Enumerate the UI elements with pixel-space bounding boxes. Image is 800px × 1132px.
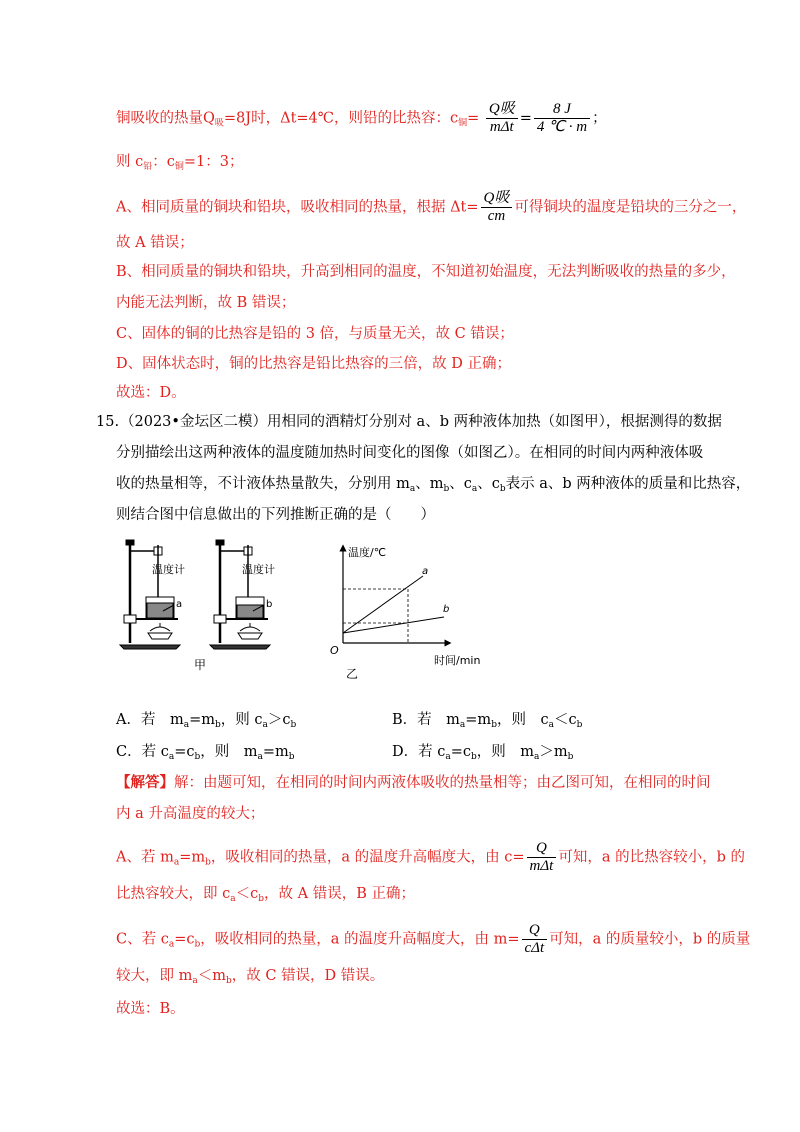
question-line1: （2023•金坛区二模）用相同的酒精灯分别对 a、b 两种液体加热（如图甲），根据测得的数据 (120, 414, 722, 430)
sol14-line1: 铜吸收的热量$Q_吸=8J$时，Δt=4℃，则铅的比热容：$c_铜=$ $\frac{\text{Q吸}}{\text{mΔt}}$ = $\frac{8 J}{4 ℃ \cdot m}$ ； (116, 101, 607, 135)
sol14-line8: D、固体状态时，铜的比热容是铅比热容的三倍，故 D 正确； (116, 356, 511, 372)
apparatus-b (210, 540, 273, 649)
sol15-line2: 内 a 升高温度的较大； (116, 806, 265, 822)
caption-yi: 乙 (346, 667, 359, 680)
line-a-label: a (422, 566, 429, 577)
liquid-a-label: a (176, 599, 183, 610)
question-line3: 收的热量相等，不计液体热量散失，分别用 $m_a$、$m_b$、$c_a$、$c_b$表示 a、b 两种液体的质量和比热容， (116, 476, 751, 494)
sol15-line5: C、若 $c_a=c_b$，吸收相同的热量，a 的温度升高幅度大，由 m= $\frac{Q}{\text{cΔt}}$ 可知，a 的质量较小，b 的质量 (116, 922, 751, 956)
x-axis-label: 时间/min (434, 654, 481, 667)
liquid-b-label: b (266, 599, 273, 610)
answer-tag: 【解答】 (116, 774, 174, 791)
sol15-line6: 较大，即 $m_a<m_b$，故 C 错误，D 错误。 (116, 968, 385, 986)
sol14-line3: A、相同质量的铜块和铅块，吸收相同的热量，根据 Δt= $\frac{\text{Q吸}}{cm}$ 可得铜块的温度是铅块的三分之一， (116, 190, 747, 224)
fraction-q-over-cm: $\frac{\text{Q吸}}{cm}$ (481, 190, 513, 225)
option-b[interactable]: B．若 $m_a=m_b$，则 $c_a<c_b$ (392, 712, 583, 730)
question-number: 15. (96, 414, 120, 430)
question-line4: 则结合图中信息做出的下列推断正确的是（ ） (116, 507, 435, 523)
sol15-line4: 比热容较大，即 $c_a<c_b$，故 A 错误，B 正确； (116, 886, 415, 904)
caption-jia: 甲 (194, 658, 207, 672)
thermometer-label-a: 温度计 (152, 563, 185, 576)
thermometer-label-b: 温度计 (242, 563, 275, 576)
y-axis-label: 温度/℃ (348, 546, 387, 559)
sol14-line2: 则 $c_铅$：$c_铜=1$：3； (116, 154, 244, 172)
question-line2: 分别描绘出这两种液体的温度随加热时间变化的图像（如图乙）。在相同的时间内两种液体吸 (116, 445, 704, 461)
option-a[interactable]: A．若 $m_a=m_b$，则 $c_a>c_b$ (116, 712, 297, 730)
sol14-line5: B、相同质量的铜块和铅块，升高到相同的温度，不知道初始温度，无法判断吸收的热量的多少， (116, 264, 736, 280)
fraction-q-over-mdt-2: $\frac{Q}{\text{mΔt}}$ (527, 840, 557, 875)
sol14-line6: 内能无法判断，故 B 错误； (116, 295, 296, 311)
option-d[interactable]: D．若 $c_a=c_b$，则 $m_a>m_b$ (392, 744, 574, 762)
line-b-label: b (443, 604, 450, 615)
fraction-q-over-mdt: $\frac{\text{Q吸}}{\text{mΔt}}$ (486, 101, 518, 136)
figure-yi (326, 538, 496, 680)
line-b (343, 617, 444, 633)
sol14-line9: 故选：D。 (116, 385, 186, 401)
fraction-8j: $\frac{8 J}{4 ℃ \cdot m}$ (534, 101, 590, 136)
apparatus-a (120, 540, 183, 649)
sol14-line7: C、固体的铜的比热容是铅的 3 倍，与质量无关，故 C 错误； (116, 326, 514, 342)
figure-jia (118, 535, 288, 675)
sol15-line7: 故选：B。 (116, 1001, 185, 1017)
origin-label: O (330, 644, 339, 657)
sol15-line3: A、若 $m_a=m_b$，吸收相同的热量，a 的温度升高幅度大，由 c= $\frac{Q}{\text{mΔt}}$ 可知，a 的比热容较小，b 的 (116, 840, 745, 874)
fraction-q-over-cdt: $\frac{Q}{\text{cΔt}}$ (522, 922, 548, 957)
line-a (343, 576, 423, 633)
sol15-line1: 【解答】解：由题可知，在相同的时间内两液体吸收的热量相等；由乙图可知，在相同的时间 (116, 774, 711, 791)
option-c[interactable]: C．若 $c_a=c_b$，则 $m_a=m_b$ (116, 744, 295, 762)
sol14-line4: 故 A 错误； (116, 235, 194, 251)
